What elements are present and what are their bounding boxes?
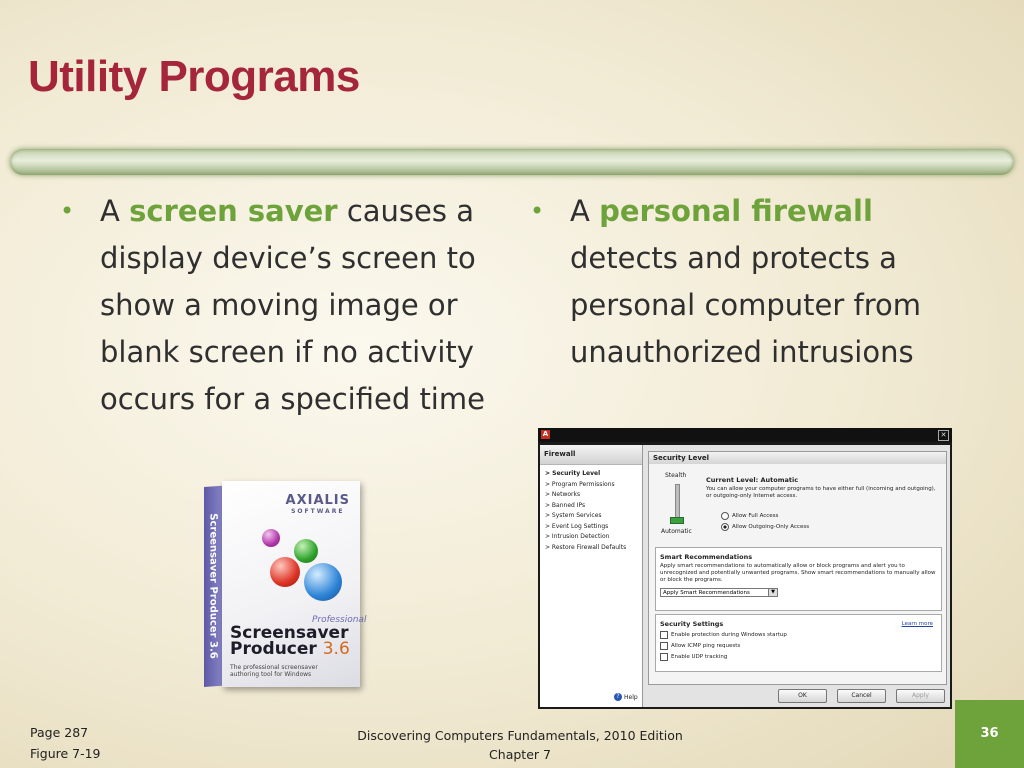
radio-outgoing-label: Allow Outgoing-Only Access: [732, 524, 810, 530]
screensaver-product-box: [204, 487, 367, 691]
product-tagline: The professional screensaver authoring tool for Windows: [230, 664, 318, 678]
smart-recommendations-select[interactable]: [660, 588, 778, 597]
ok-button[interactable]: OK: [778, 689, 827, 703]
radio-allow-full-access[interactable]: [721, 512, 778, 520]
checkbox-windows-startup[interactable]: [660, 631, 941, 639]
checkbox-icon: [660, 642, 668, 650]
product-name-line1: Screensaver: [230, 623, 349, 643]
sidebar-item-event-log-settings[interactable]: > Event Log Settings: [545, 522, 609, 530]
product-edition: Professional: [312, 615, 367, 625]
footer-book-info: [300, 726, 740, 764]
blue-sphere-icon: [304, 563, 342, 601]
bullet-prefix: A: [100, 194, 120, 228]
sidebar-list: [540, 469, 642, 553]
window-body: [540, 445, 950, 707]
chevron-down-icon: ▼: [768, 589, 777, 596]
help-icon: ?: [614, 693, 622, 701]
smart-desc: Apply smart recommendations to automatically allow or block programs and alert you to unrecognized and potentially unwanted programs. Show smart recommendations to manually allow or block the programs.: [660, 563, 936, 583]
checkbox-icmp-ping[interactable]: [660, 642, 941, 650]
sidebar-item-security-level[interactable]: > Security Level: [545, 470, 601, 477]
product-name-line2: Producer: [230, 639, 317, 659]
box-spine: Screensaver Producer 3.6: [204, 486, 222, 687]
bullet-dot-icon: •: [60, 197, 75, 225]
sidebar-item-networks[interactable]: > Networks: [545, 491, 581, 498]
term-screen-saver: screen saver: [129, 194, 338, 228]
apply-button[interactable]: Apply: [896, 689, 945, 703]
green-sphere-icon: [294, 539, 318, 563]
sidebar-item-banned-ips[interactable]: > Banned IPs: [545, 501, 586, 509]
purple-sphere-icon: [262, 529, 280, 547]
firewall-sidebar: [540, 445, 643, 707]
slider-thumb[interactable]: [670, 517, 684, 524]
help-label: Help: [624, 693, 638, 701]
sidebar-item-system-services[interactable]: > System Services: [545, 512, 602, 519]
checkbox-label: Enable UDP tracking: [671, 654, 728, 660]
chapter-label: Chapter 7: [489, 747, 551, 762]
bullet-text: causes a display device’s screen to show a moving image or blank screen if no activity occurs for a specified time: [100, 194, 485, 416]
page-reference: Page 287: [30, 725, 89, 740]
panel-title: Security Level: [649, 452, 946, 464]
slide-title: Utility Programs: [28, 52, 360, 101]
automatic-label: Automatic: [661, 528, 692, 535]
sidebar-title: Firewall: [540, 445, 642, 465]
radio-full-label: Allow Full Access: [732, 513, 779, 519]
window-titlebar: [538, 428, 952, 442]
bullet-personal-firewall: [530, 188, 960, 376]
bullet-text: detects and protects a personal computer from unauthorized intrusions: [570, 241, 922, 369]
bullet-dot-icon: •: [530, 197, 545, 225]
current-level-desc: You can allow your computer programs to have either full (incoming and outgoing), or outgoing-only Internet access.: [706, 486, 936, 499]
product-name: [230, 625, 350, 657]
footer-reference: [30, 722, 101, 764]
checkbox-udp-tracking[interactable]: [660, 653, 941, 661]
product-version: 3.6: [322, 639, 350, 659]
book-title: Discovering Computers Fundamentals, 2010 Edition: [357, 728, 683, 743]
red-sphere-icon: [270, 557, 300, 587]
axialis-logo: [286, 493, 350, 515]
box-front: [222, 481, 367, 687]
security-settings-title: Security Settings: [660, 620, 724, 628]
logo-subtext: SOFTWARE: [291, 508, 345, 515]
figure-reference: Figure 7-19: [30, 746, 101, 761]
firewall-window: [538, 428, 952, 709]
smart-title: Smart Recommendations: [660, 553, 753, 561]
current-level: Current Level: Automatic: [706, 476, 799, 484]
sidebar-item-intrusion-detection[interactable]: > Intrusion Detection: [545, 533, 610, 540]
radio-allow-outgoing-only[interactable]: [721, 523, 809, 531]
cancel-button[interactable]: Cancel: [837, 689, 886, 703]
radio-on-icon: [721, 523, 729, 531]
security-level-panel: [648, 451, 947, 685]
select-value: Apply Smart Recommendations: [663, 590, 750, 596]
title-divider: [10, 149, 1014, 175]
security-settings-group: [655, 614, 942, 672]
checkbox-label: Enable protection during Windows startup: [671, 632, 787, 638]
checkbox-icon: [660, 631, 668, 639]
learn-more-link[interactable]: Learn more: [901, 621, 933, 627]
smart-recommendations-group: [655, 547, 942, 611]
app-icon: A: [542, 430, 549, 438]
bullet-screen-saver: [60, 188, 510, 423]
close-icon[interactable]: ✕: [938, 430, 949, 441]
radio-off-icon: [721, 512, 729, 520]
stealth-label: Stealth: [665, 472, 687, 479]
bullet-prefix: A: [570, 194, 590, 228]
help-link[interactable]: [614, 693, 638, 701]
slide-number: 36: [955, 700, 1024, 768]
sidebar-item-restore-defaults[interactable]: > Restore Firewall Defaults: [545, 543, 627, 551]
checkbox-label: Allow ICMP ping requests: [671, 643, 741, 649]
term-personal-firewall: personal firewall: [599, 194, 873, 228]
logo-text: AXIALIS: [285, 493, 350, 508]
sidebar-item-program-permissions[interactable]: > Program Permissions: [545, 480, 615, 488]
checkbox-icon: [660, 653, 668, 661]
